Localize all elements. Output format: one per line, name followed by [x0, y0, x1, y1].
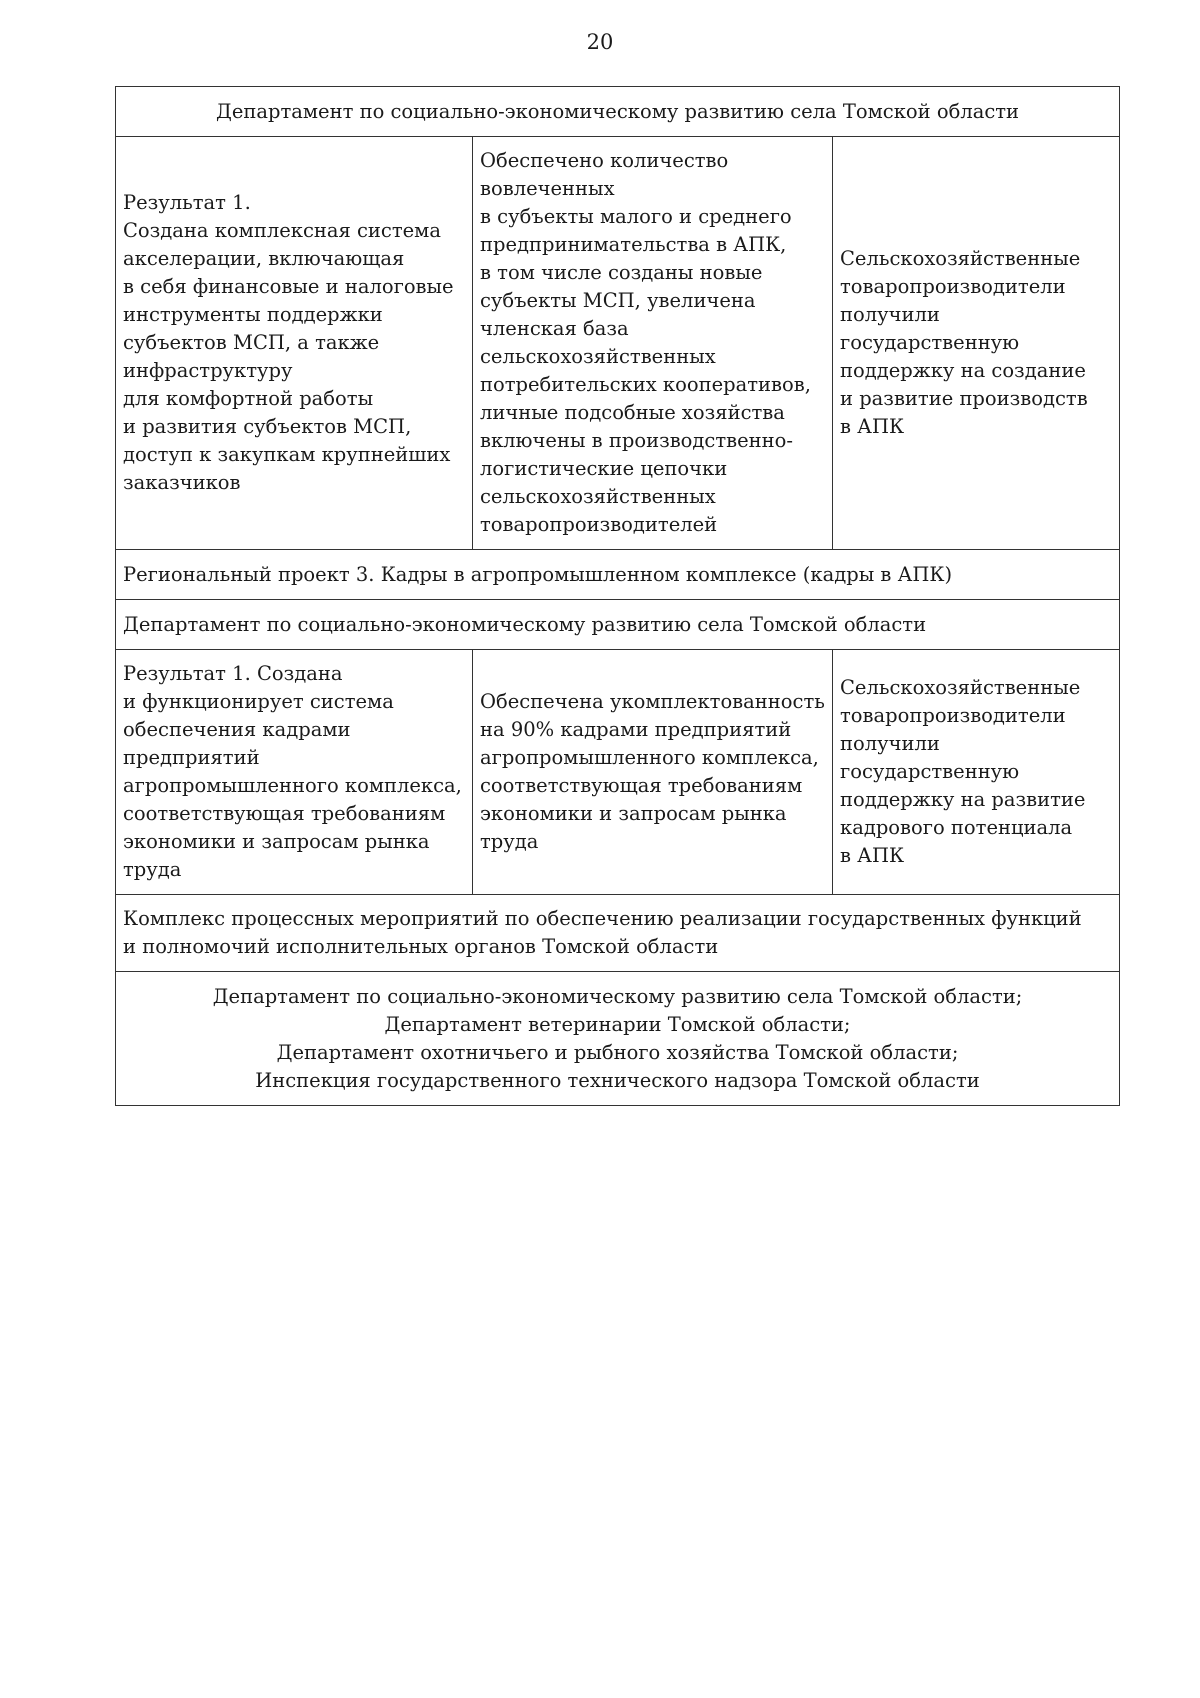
department-header-cell: Департамент по социально-экономическому развитию села Томской области	[116, 87, 1120, 137]
regional-project-cell: Региональный проект 3. Кадры в агропромышленном комплексе (кадры в АПК)	[116, 550, 1120, 600]
table-row	[116, 87, 1120, 137]
table-row	[116, 137, 1120, 550]
table-row	[116, 600, 1120, 650]
department-header-cell: Департамент по социально-экономическому развитию села Томской области	[116, 600, 1120, 650]
table-row	[116, 895, 1120, 972]
table-row	[116, 972, 1120, 1106]
department-line: Департамент охотничьего и рыбного хозяйства Томской области;	[276, 1040, 959, 1064]
document-table	[115, 86, 1120, 1106]
result-beneficiary-cell: Сельскохозяйственные товаропроизводители получили государственную поддержку на создание и развитие производств в АПК	[833, 137, 1120, 550]
result-description-cell: Результат 1. Создана комплексная система акселерации, включающая в себя финансовые и налоговые инструменты поддержки субъектов МСП, а также инфраструктуру для комфортной работы и развития субъектов МСП, доступ к закупкам крупнейших заказчиков	[116, 137, 473, 550]
responsible-departments-cell	[116, 972, 1120, 1106]
result-effect-cell: Обеспечено количество вовлеченных в субъекты малого и среднего предпринимательства в АПК, в том числе созданы новые субъекты МСП, увеличена членская база сельскохозяйственных потребительских кооперативов, личные подсобные хозяйства включены в производственно- логистические цепочки сельскохозяйственных товаропроизводителей	[473, 137, 833, 550]
department-line: Инспекция государственного технического надзора Томской области	[255, 1068, 980, 1092]
result-effect-cell: Обеспечена укомплектованность на 90% кадрами предприятий агропромышленного комплекса, соответствующая требованиям экономики и запросам рынка труда	[473, 650, 833, 895]
table-row	[116, 550, 1120, 600]
department-line: Департамент по социально-экономическому развитию села Томской области;	[212, 984, 1023, 1008]
page-number: 20	[586, 30, 614, 54]
result-description-cell: Результат 1. Создана и функционирует система обеспечения кадрами предприятий агропромышленного комплекса, соответствующая требованиям экономики и запросам рынка труда	[116, 650, 473, 895]
process-complex-cell: Комплекс процессных мероприятий по обеспечению реализации государственных функций и полномочий исполнительных органов Томской области	[116, 895, 1120, 972]
table-row	[116, 650, 1120, 895]
department-line: Департамент ветеринарии Томской области;	[384, 1012, 851, 1036]
result-beneficiary-cell: Сельскохозяйственные товаропроизводители получили государственную поддержку на развитие кадрового потенциала в АПК	[833, 650, 1120, 895]
